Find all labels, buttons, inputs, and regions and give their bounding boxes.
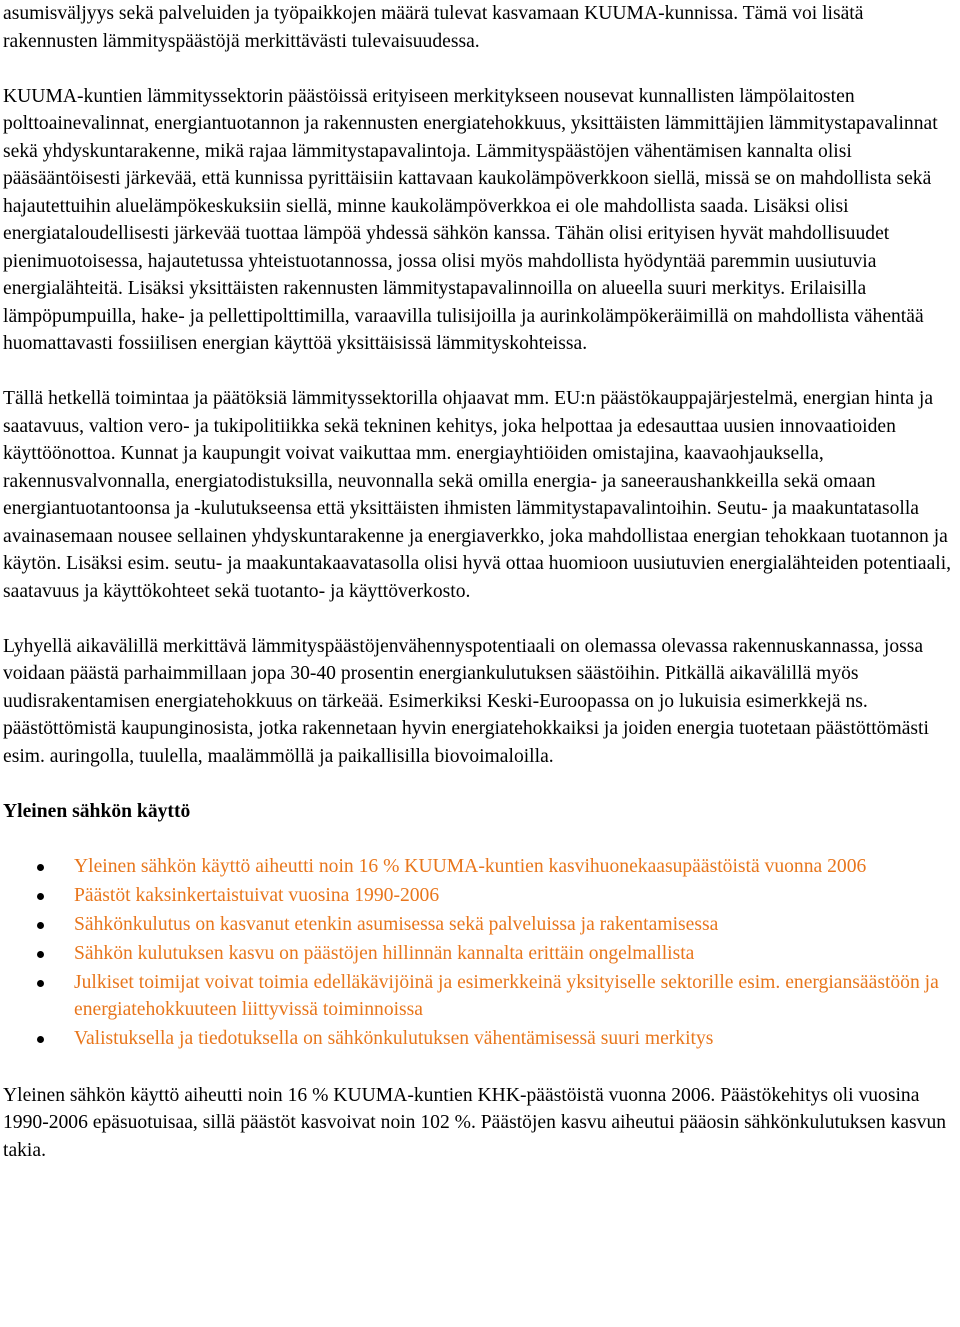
paragraph-gap [3,1054,955,1082]
paragraph-heating-emissions: KUUMA-kuntien lämmityssektorin päästöissä erityiseen merkitykseen nousevat kunnallisten lämpölaitosten polttoainevalinnat, energiantuotannon ja rakennusten energiatehokkuus, yksittäisten lämmittäjien lämmitystapavalinnat sekä yhdyskuntarakenne, mikä rajaa lämmitystapavalintoja. Lämmityspäästöjen vähentämisen kannalta olisi pääsääntöisesti järkevää, että kunnissa pyrittäisiin kattavaan kaukolämpöverkkoon siellä, missä se on mahdollista sekä hajautettuihin aluelämpökeskuksiin siellä, minne kaukolämpöverkkoa ei ole mahdollista saada. Lisäksi olisi energiataloudellisesti järkevää tuottaa lämpöä yhdessä sähkön kanssa. Tähän olisi erityisen hyvät mahdollisuudet pienimuotoisessa, hajautetussa yhteistuotannossa, jossa olisi myös mahdollista hyödyntää paremmin uusiutuvia energialähteitä. Lisäksi yksittäisten rakennusten lämmitystapavalinnoilla on alueella suuri merkitys. Erilaisilla lämpöpumpuilla, hake- ja pellettipolttimilla, varaavilla tulisijoilla ja aurinkolämpökeräimillä on mahdollista vähentää huomattavasti fossiilisen energian käyttöä yksittäisissä lämmityskohteissa. [3,85,938,354]
bullet-list [3,853,955,1053]
bullet-dot-icon [37,1036,44,1043]
list-item [3,911,955,939]
paragraph-gap [3,358,955,386]
paragraph-gap [3,55,955,83]
bullet-dot-icon [37,893,44,900]
document-page [3,0,955,1164]
section-heading: Yleinen sähkön käyttö [3,800,191,822]
paragraph-gap [3,605,955,633]
paragraph-reduction-potential: Lyhyellä aikavälillä merkittävä lämmityspäästöjenvähennyspotentiaali on olemassa olevassa rakennuskannassa, jossa voidaan päästä parhaimmillaan jopa 30-40 prosentin energiankulutuksen säästöihin. Pitkällä aikavälillä myös uudisrakentamisen energiatehokkuus on tärkeää. Esimerkiksi Keski-Euroopassa on jo lukuisia esimerkkejä ns. päästöttömistä kaupunginosista, jotka rakennetaan hyvin energiatehokkaiksi ja joiden energia tuotetaan päästöttömästi esim. auringolla, tuulella, maalämmöllä ja paikallisilla biovoimaloilla. [3,635,929,767]
list-item [3,969,955,1024]
paragraph-gap [3,770,955,798]
paragraph-current-steering: Tällä hetkellä toimintaa ja päätöksiä lämmityssektorilla ohjaavat mm. EU:n päästökauppajärjestelmä, energian hinta ja saatavuus, valtion vero- ja tukipolitiikka sekä tekninen kehitys, joka helpottaa ja edesauttaa uusien innovaatioiden käyttöönottoa. Kunnat ja kaupungit voivat vaikuttaa mm. energiayhtiöiden omistajina, kaavaohjauksella, rakennusvalvonnalla, energiatodistuksilla, neuvonnalla sekä omilla energia- ja saneeraushankkeilla sekä omaan energiantuotantoonsa ja -kulutukseensa että yksittäisten ihmisten lämmitystapavalintoihin. Seutu- ja maakuntatasolla avainasemaan nousee sellainen yhdyskuntarakenne ja energiaverkko, joka mahdollistaa energian tehokkaan tuotannon ja käytön. Lisäksi esim. seutu- ja maakuntakaavatasolla olisi hyvä ottaa huomioon uusiutuvien energialähteiden potentiaali, saatavuus ja käyttökohteet sekä tuotanto- ja käyttöverkosto. [3,388,952,602]
list-item [3,940,955,968]
list-item-text: Julkiset toimijat voivat toimia edelläkävijöinä ja esimerkkeinä yksityiselle sektorille esim. energiansäästöön ja energiatehokkuuteen liittyvissä toiminnoissa [74,971,939,1020]
paragraph-summary: Yleinen sähkön käyttö aiheutti noin 16 % KUUMA-kuntien KHK-päästöistä vuonna 2006. Päästökehitys oli vuosina 1990-2006 epäsuotuisaa, sillä päästöt kasvoivat noin 102 %. Päästöjen kasvu aiheutui pääosin sähkönkulutuksen kasvun takia. [3,1084,947,1161]
paragraph-intro: asumisväljyys sekä palveluiden ja työpaikkojen määrä tulevat kasvamaan KUUMA-kunnissa. Tämä voi lisätä rakennusten lämmityspäästöjä merkittävästi tulevaisuudessa. [3,3,864,52]
list-item-text: Yleinen sähkön käyttö aiheutti noin 16 % KUUMA-kuntien kasvihuonekaasupäästöistä vuonna 2006 [74,855,867,877]
list-item-text: Sähkön kulutuksen kasvu on päästöjen hillinnän kannalta erittäin ongelmallista [74,942,695,964]
list-item-text: Päästöt kaksinkertaistuivat vuosina 1990-2006 [74,884,440,906]
list-item-text: Sähkönkulutus on kasvanut etenkin asumisessa sekä palveluissa ja rakentamisessa [74,913,719,935]
bullet-dot-icon [37,951,44,958]
bullet-dot-icon [37,922,44,929]
list-item [3,1025,955,1053]
list-item-text: Valistuksella ja tiedotuksella on sähkönkulutuksen vähentämisessä suuri merkitys [74,1028,714,1049]
paragraph-gap [3,825,955,853]
bullet-dot-icon [37,980,44,987]
list-item [3,853,955,881]
list-item [3,882,955,910]
bullet-dot-icon [37,864,44,871]
